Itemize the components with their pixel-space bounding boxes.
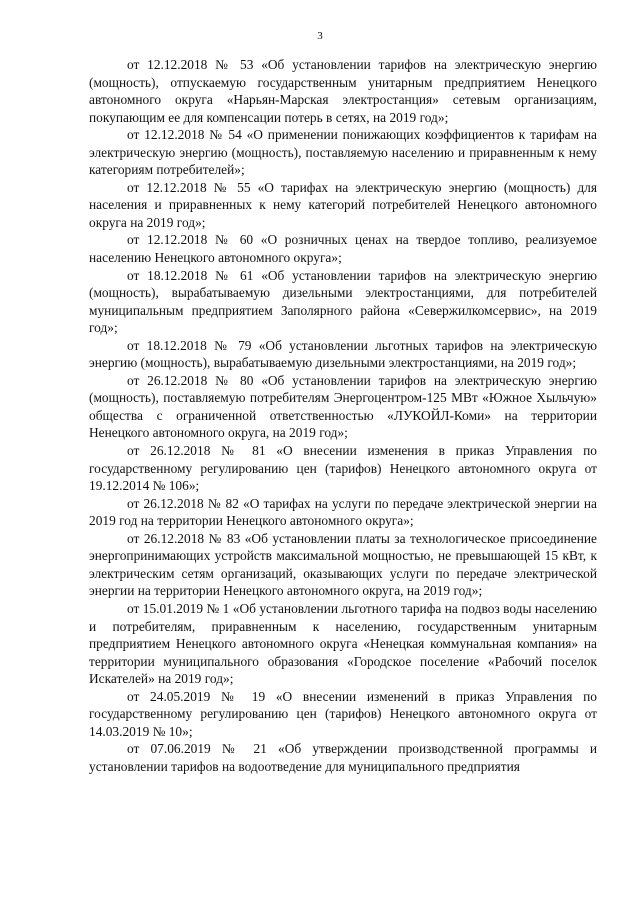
list-item-order-82: от 26.12.2018 № 82 «О тарифах на услуги по передаче электрической энергии на 2019 год на территории Ненецкого автономного округа»; xyxy=(89,495,597,529)
list-item-order-79: от 18.12.2018 № 79 «Об установлении льготных тарифов на электрическую энергию (мощность), вырабатываемую дизельными электростанциями, на 2019 год»; xyxy=(89,337,597,371)
list-item-order-61: от 18.12.2018 № 61 «Об установлении тарифов на электрическую энергию (мощность), вырабатываемую дизельными электростанциями, для потребителей муниципальным предприятием Заполярного района «Севержилкомсервис», на 2019 год»; xyxy=(89,267,597,336)
list-item-order-21: от 07.06.2019 № 21 «Об утверждении производственной программы и установлении тарифов на водоотведение для муниципального предприятия xyxy=(89,741,597,774)
list-item-order-60: от 12.12.2018 № 60 «О розничных ценах на твердое топливо, реализуемое населению Ненецкого автономного округа»; xyxy=(89,232,597,266)
list-item-order-19: от 24.05.2019 № 19 «О внесении изменений в приказ Управления по государственному регулированию цен (тарифов) Ненецкого автономного округа от 14.03.2019 № 10»; xyxy=(89,688,597,739)
list-item-order-80: от 26.12.2018 № 80 «Об установлении тарифов на электрическую энергию (мощность), поставляемую потребителям Энергоцентром-125 МВт «Южное Хыльчую» общества с ограниченной ответственностью «ЛУКОЙЛ-Коми» на территории Ненецкого автономного округа, на 2019 год»; xyxy=(89,372,597,441)
list-item-order-54: от 12.12.2018 № 54 «О применении понижающих коэффициентов к тарифам на электрическую энергию (мощность), поставляемую населению и приравненным к нему категориям потребителей»; xyxy=(89,127,597,178)
page-number: 3 xyxy=(317,30,323,42)
list-item-order-53: от 12.12.2018 № 53 «Об установлении тарифов на электрическую энергию (мощность), отпускаемую государственным унитарным предприятием Ненецкого автономного округа «Нарьян-Марская электростанция» сетевым организациям, покупающим ее для компенсации потерь в сетях, на 2019 год»; xyxy=(89,57,597,125)
list-item-order-81: от 26.12.2018 № 81 «О внесении изменения в приказ Управления по государственному регулированию цен (тарифов) Ненецкого автономного округа от 19.12.2014 № 106»; xyxy=(89,443,597,494)
list-item-order-1: от 15.01.2019 № 1 «Об установлении льготного тарифа на подвоз воды населению и потребителям, приравненным к населению, государственным унитарным предприятием Ненецкого автономного округа «Ненецкая коммунальная компания» на территории муниципального образования «Городское поселение «Рабочий поселок Искателей» на 2019 год»; xyxy=(89,600,597,687)
list-item-order-83: от 26.12.2018 № 83 «Об установлении платы за технологическое присоединение энергопринимающих устройств максимальной мощностью, не превышающей 15 кВт, к электрическим сетям организаций, оказывающих услуги по передаче электрической энергии на территории Ненецкого автономного округа, на 2019 год»; xyxy=(89,530,597,599)
document-body xyxy=(89,56,597,775)
list-item-order-55: от 12.12.2018 № 55 «О тарифах на электрическую энергию (мощность) для населения и приравненных к нему категорий потребителей Ненецкого автономного округа на 2019 год»; xyxy=(89,179,597,230)
